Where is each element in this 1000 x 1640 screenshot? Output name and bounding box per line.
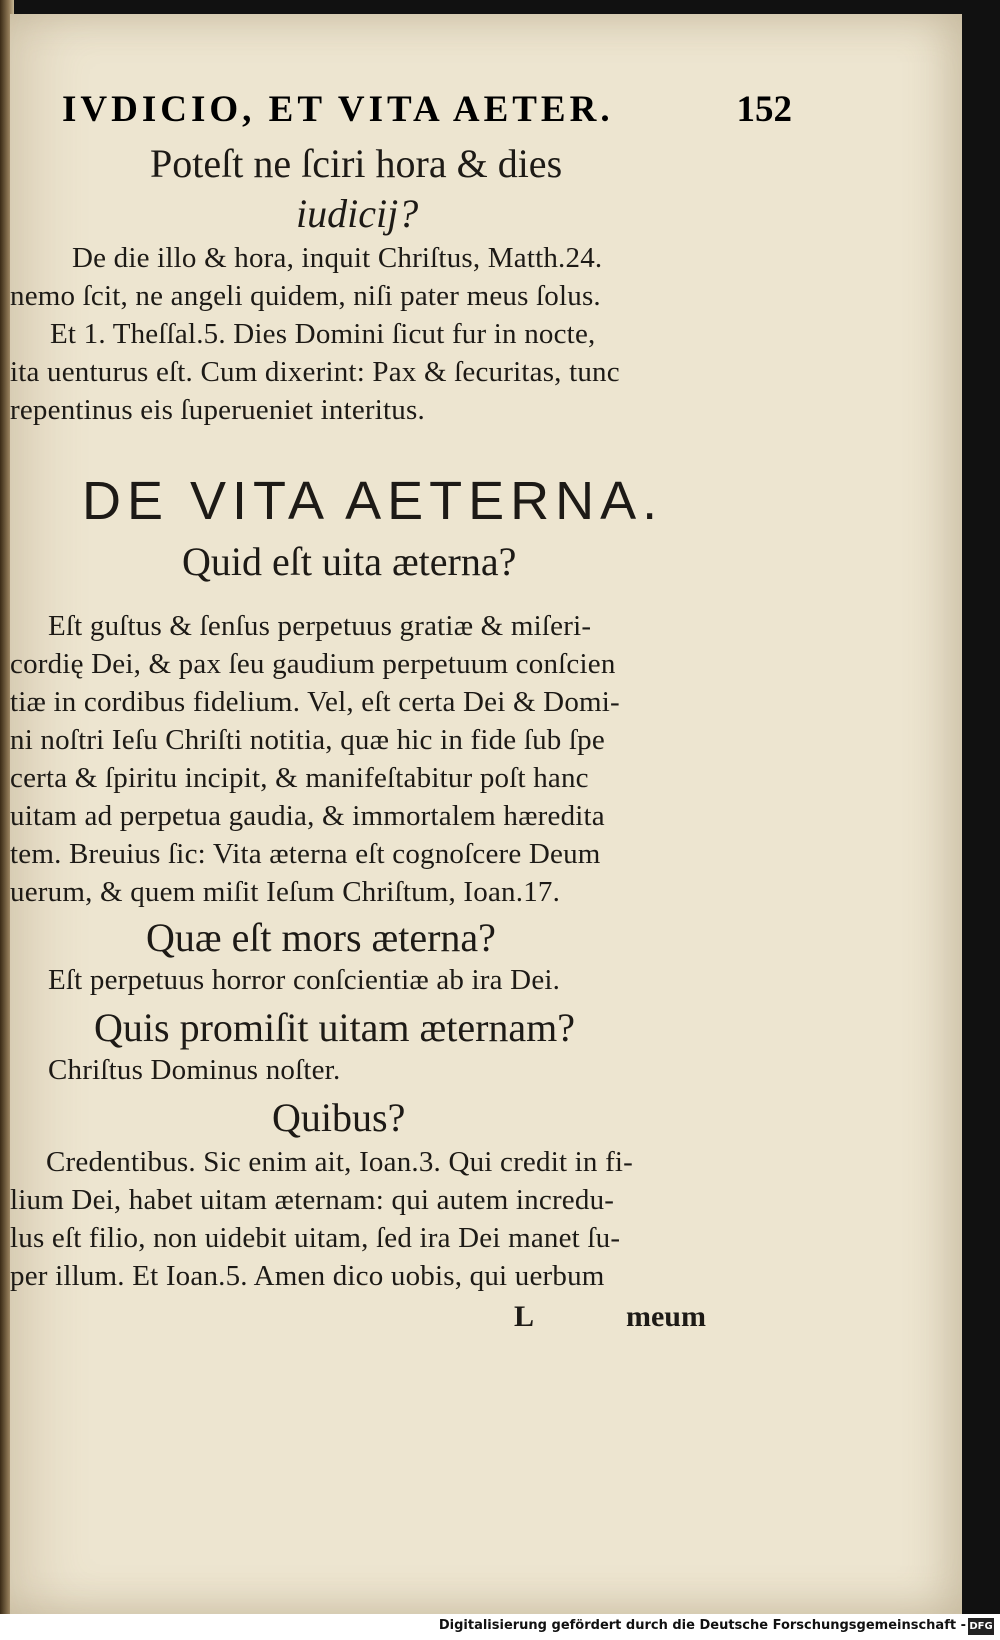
text-line: Eſt perpetuus horror conſcientiæ ab ira Dei. (48, 964, 561, 996)
text-line: Et 1. Theſſal.5. Dies Domini ſicut fur in nocte, (50, 318, 596, 350)
text-line: cordię Dei, & pax ſeu gaudium perpetuum conſcien (10, 648, 616, 680)
question-heading: iudicij? (296, 191, 419, 236)
text-line: certa & ſpiritu incipit, & manifeſtabitur poſt hanc (10, 762, 589, 794)
signature-mark: L (514, 1300, 535, 1333)
text-line: ita uenturus eſt. Cum dixerint: Pax & ſecuritas, tunc (10, 356, 620, 388)
text-line: Chriſtus Dominus noſter. (48, 1054, 341, 1086)
running-head (62, 88, 792, 138)
book-page (10, 14, 962, 1614)
text-line: lus eſt filio, non uidebit uitam, ſed ira Dei manet ſu- (10, 1222, 621, 1254)
question-heading: Quid eſt uita æterna? (182, 539, 517, 584)
digitization-footer (0, 1614, 1000, 1640)
text-line: tiæ in cordibus fidelium. Vel, eſt certa Dei & Domi- (10, 686, 620, 718)
text-line: uitam ad perpetua gaudia, & immortalem hæredita (10, 800, 605, 832)
text-line: repentinus eis ſuperueniet interitus. (10, 394, 425, 426)
section-title: DE VITA AETERNA. (82, 471, 664, 531)
text-line: ni noſtri Ieſu Chriſti notitia, quæ hic in fide ſub ſpe (10, 724, 605, 756)
question-heading: Quis promiſit uitam æternam? (94, 1005, 576, 1050)
running-title: IVDICIO, ET VITA AETER. (62, 89, 614, 130)
question-heading: Poteſt ne ſciri hora & dies (150, 141, 563, 186)
text-line: tem. Breuius ſic: Vita æterna eſt cognoſcere Deum (10, 838, 601, 870)
text-line: De die illo & hora, inquit Chriſtus, Matth.24. (72, 242, 603, 274)
page-number: 152 (736, 89, 792, 130)
text-line: per illum. Et Ioan.5. Amen dico uobis, qui uerbum (10, 1260, 605, 1292)
catchword: meum (626, 1300, 706, 1333)
text-line: lium Dei, habet uitam æternam: qui autem incredu- (10, 1184, 615, 1216)
text-line: Credentibus. Sic enim ait, Ioan.3. Qui credit in fi- (46, 1146, 634, 1178)
text-line: Eſt guſtus & ſenſus perpetuus gratiæ & miſeri- (48, 610, 592, 642)
text-line: nemo ſcit, ne angeli quidem, niſi pater meus ſolus. (10, 280, 601, 312)
text-line: uerum, & quem miſit Ieſum Chriſtum, Ioan.17. (10, 876, 561, 908)
dfg-logo-icon: DFG (968, 1618, 994, 1635)
question-heading: Quibus? (272, 1095, 406, 1140)
funding-credit: Digitalisierung gefördert durch die Deutsche Forschungsgemeinschaft - (438, 1618, 966, 1633)
question-heading: Quæ eſt mors æterna? (146, 915, 496, 960)
